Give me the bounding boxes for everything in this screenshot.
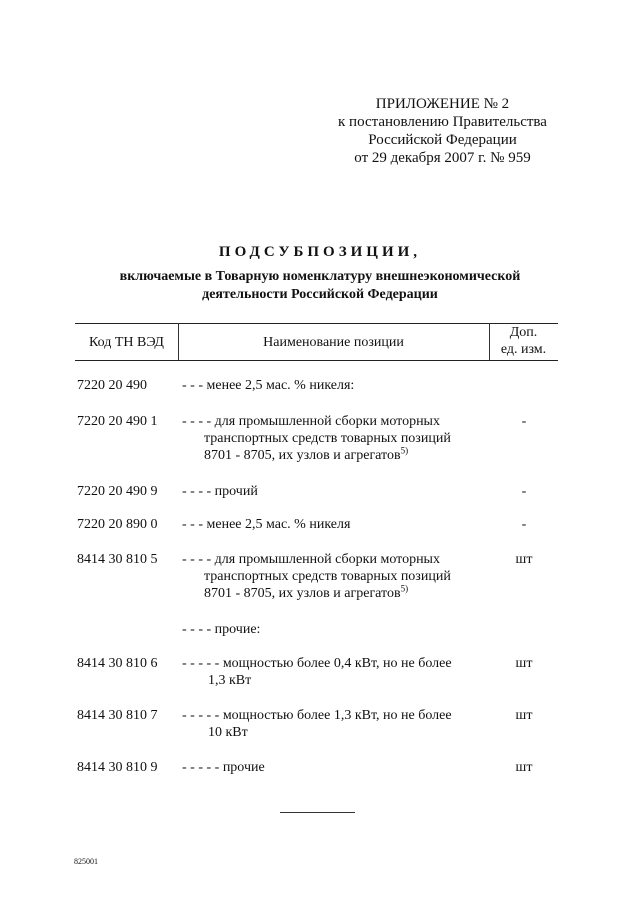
row-name-line: 8701 - 8705, их узлов и агрегатов [204, 586, 401, 601]
indent-dashes: - - - - - [182, 760, 223, 775]
header-unit [489, 324, 558, 358]
row-name-line: мощностью более 1,3 кВт, но не более [222, 708, 452, 723]
footnote-mark: 5) [400, 583, 409, 594]
row-name-line: 1,3 кВт [208, 673, 252, 688]
appendix-line-3: от 29 декабря 2007 г. № 959 [354, 150, 531, 166]
indent-dashes: - - - - [182, 552, 215, 567]
row-code: 8414 30 810 6 [77, 656, 158, 671]
row-name [182, 377, 482, 394]
row-unit: - [521, 414, 527, 429]
row-name [182, 516, 482, 533]
row-name [182, 551, 482, 602]
appendix-line-2: Российской Федерации [368, 132, 517, 148]
header-bottom-border [75, 360, 558, 361]
row-unit: - [521, 484, 527, 499]
subtitle-line-1: включаемые в Товарную номенклатуру внешнеэкономической [119, 269, 521, 284]
row-name-line: мощностью более 0,4 кВт, но не более [222, 656, 452, 671]
row-code: 7220 20 490 [77, 378, 147, 393]
row-unit: шт [515, 552, 533, 567]
row-name-line: прочие: [214, 622, 261, 637]
row-code: 8414 30 810 9 [77, 760, 158, 775]
header-code: Код ТН ВЭД [89, 335, 164, 350]
row-name [182, 413, 482, 464]
row-unit: шт [515, 760, 533, 775]
row-name-line: транспортных средств товарных позиций [204, 569, 451, 584]
row-unit: - [521, 517, 527, 532]
header-unit-line-1: Доп. [509, 325, 538, 340]
row-name-line: менее 2,5 мас. % никеля: [206, 378, 355, 393]
header-name: Наименование позиции [263, 335, 404, 350]
row-name [182, 483, 482, 500]
row-unit: шт [515, 656, 533, 671]
row-name-line: 10 кВт [208, 725, 248, 740]
row-name-line: 8701 - 8705, их узлов и агрегатов [204, 448, 401, 463]
document-title: ПОДСУБПОЗИЦИИ, [218, 244, 422, 260]
header-unit-line-2: ед. изм. [500, 342, 547, 357]
row-name [182, 707, 482, 741]
row-code: 8414 30 810 5 [77, 552, 158, 567]
appendix-line-1: к постановлению Правительства [338, 114, 547, 130]
row-name [182, 655, 482, 689]
row-code: 7220 20 890 0 [77, 517, 158, 532]
document-subtitle [60, 268, 580, 304]
indent-dashes: - - - - - [182, 656, 223, 671]
footnote-separator [280, 812, 355, 813]
row-name-line: транспортных средств товарных позиций [204, 431, 451, 446]
row-unit: шт [515, 708, 533, 723]
header-top-border [75, 323, 558, 324]
appendix-title: ПРИЛОЖЕНИЕ № 2 [375, 96, 510, 112]
row-name-line: менее 2,5 мас. % никеля [206, 517, 351, 532]
indent-dashes: - - - - - [182, 708, 223, 723]
row-name-line: для промышленной сборки моторных [214, 414, 440, 429]
row-name-line: прочий [214, 484, 258, 499]
row-name-line: для промышленной сборки моторных [214, 552, 440, 567]
footnote-mark: 5) [400, 445, 409, 456]
indent-dashes: - - - [182, 378, 207, 393]
row-name-line: прочие [222, 760, 265, 775]
indent-dashes: - - - - [182, 622, 215, 637]
indent-dashes: - - - - [182, 484, 215, 499]
subtitle-line-2: деятельности Российской Федерации [202, 287, 438, 302]
appendix-block [300, 95, 585, 167]
indent-dashes: - - - [182, 517, 207, 532]
row-name [182, 759, 482, 776]
indent-dashes: - - - - [182, 414, 215, 429]
row-name [182, 621, 482, 638]
row-code: 7220 20 490 1 [77, 414, 158, 429]
row-code: 7220 20 490 9 [77, 484, 158, 499]
row-code: 8414 30 810 7 [77, 708, 158, 723]
document-number: 825001 [74, 857, 98, 866]
